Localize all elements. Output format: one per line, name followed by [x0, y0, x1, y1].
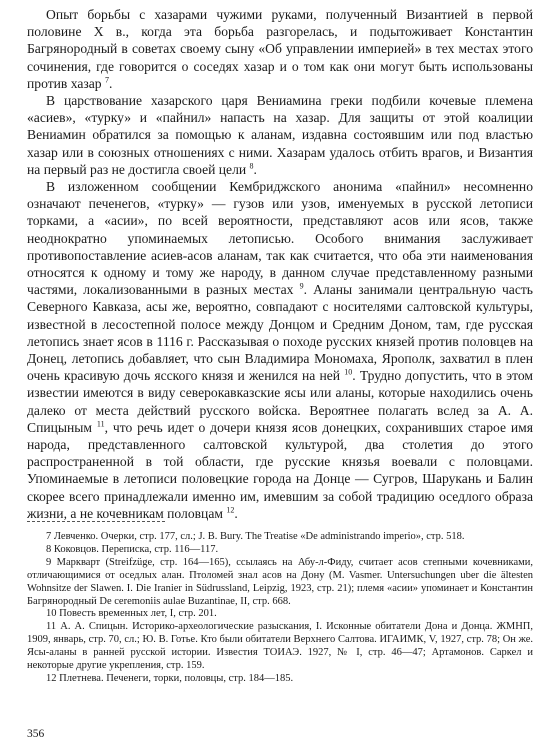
footnotes: [27, 531, 533, 686]
paragraph-1: Опыт борьбы с хазарами чужими руками, полученный Византией в первой половине X в., когда эта борьба разгорелась, и подытоживает Константин Багрянородный в советах своему сыну «Об управлении империей» в тех местах этого сочинения, где говорится о соседях хазар и о том как они могут быть использованы против хазар $^7$.: [27, 7, 533, 91]
paragraph-2: В царствование хазарского царя Вениамина греки подбили кочевые племена «асиев», «турку» и «пайнил» напасть на хазар. Для защиты от этой коалиции Вениамин обратился за помощью к аланам, издавна состоявшим или под властью хазар или в союзных отношениях с ними. Хазарам удалось отбить врагов, и Византия на первый раз не достигла своей цели $^8$.: [27, 93, 533, 177]
page-number: 356: [27, 728, 45, 740]
footnote-ref-11: 11: [96, 419, 105, 429]
footnote-7: 7 Левченко. Очерки, стр. 177, сл.; J. B. Bury. The Treatise «De administrando imperio», стр. 518.: [46, 531, 465, 542]
footnote-divider: [27, 521, 165, 522]
footnote-11: 11 А. А. Спицын. Историко-археологические разыскания, I. Исконные обитатели Дона и Донца. ЖМНП, 1909, январь, стр. 70, сл.; Ю. В. Готье. Кто были обитатели Верхнего Салтова. ИГАИМК, V, 1927, стр. 78; Он же. Ясы-аланы в ранней русской истории. Известия ТОИАЭ. 1927, № I, стр. 46—47; Артамонов. Саркел и некоторые другие укрепления, стр. 159.: [27, 621, 533, 672]
footnote-12: 12 Плетнева. Печенеги, торки, половцы, стр. 184—185.: [46, 672, 294, 684]
footnote-ref-10: 10: [344, 367, 353, 377]
footnote-9: 9 Маркварт (Streifzüge, стр. 164—165), ссылаясь на Абу-л-Фиду, считает асов степными кочевниками, отличающимися от оседлых алан. Птоломей знал асов на Дону (M. Vasmer. Untersuchungen uber die ältesten Wohnsitze der Slawen. I. Die Iranier in Südrussland, Leipzig, 1923, стр. 21); племя «асии» упоминает и Константин Багрянородный De ceremoniis aulae Buzantinae, II, стр. 668.: [27, 556, 533, 607]
paragraph-3: В изложенном сообщении Кембриджского анонима «пайнил» несомненно означают печенегов, «турку» — гузов или узов, именуемых в русской летописи торками, а «асии», по всей вероятности, представляют асов или ясов, также неоднократно упоминаемых летописью. Особого внимания заслуживает противопоставление асиев-асов аланам, так как считается, что оба эти наименования относятся к одному и тому же народу, в данном случае представленному разными частями, локализованными в разных местах $^9$. Аланы занимали центральную часть Северного Кавказа, асы же, вероятно, совпадают с носителями салтовской культуры, известной в лесостепной полосе между Донцом и Средним Доном, там, где русская летопись знает ясов в 1116 г. Рассказывая о походе русских князей против половцев на Донец, летопись добавляет, что сын Владимира Мономаха, Ярополк, захватил в плен очень красивую дочь ясского князя и женился на ней $^{10}$. Трудно допустить, что в этом известии имеются в виду северокавказские ясы или аланы, которые находились очень далеко от места действий русского войска. Вероятнее полагать вслед за А. А. Спицыным $^{11}$, что речь идет о дочери князя ясов донецких, сохранивших старое имя народа, представленного салтовской культурой, два столетия до этого распространенной в той области, где русские князья воевали с половцами. Упоминаемые в летописи половецкие города на Донце — Сугров, Шарукань и Балин скорее всего принадлежали именно им, имевшим за собой традицию оседлого образа жизни, а не кочевникам половцам $^{12}$.: [27, 179, 534, 521]
footnote-8: 8 Коковцов. Переписка, стр. 116—117.: [46, 543, 219, 555]
footnote-ref-9: 9: [299, 281, 304, 291]
footnote-ref-12: 12: [226, 505, 235, 515]
footnote-10: 10 Повесть временных лет, I, стр. 201.: [46, 608, 217, 620]
footnote-ref-8: 8: [249, 161, 254, 171]
main-text: [27, 6, 533, 522]
footnote-ref-7: 7: [104, 75, 109, 85]
